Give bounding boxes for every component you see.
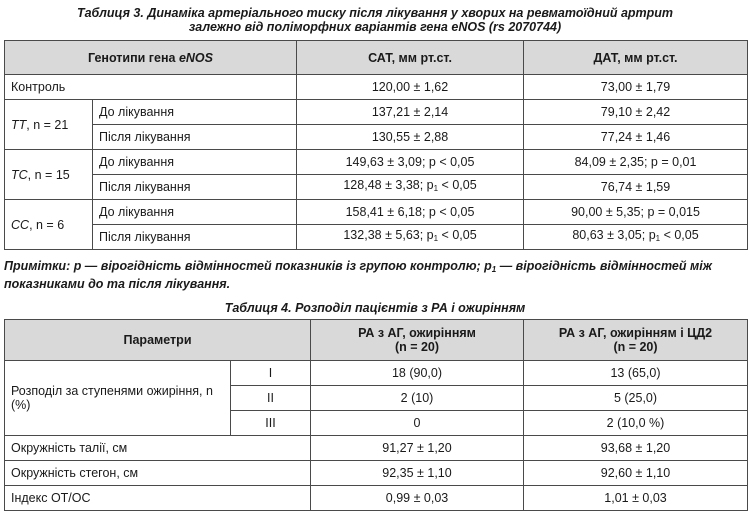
table4-header-row xyxy=(5,320,748,361)
table3-notes: Примітки: p — вірогідність відмінностей показників із групою контролю; $p_1$ — вірогідність відмінностей між показниками до та після лікування. xyxy=(4,259,712,291)
treatment-label: До лікування xyxy=(93,200,297,225)
degree-cell: III xyxy=(231,411,311,436)
treatment-label: Після лікування xyxy=(93,175,297,200)
sat-value: 128,48 ± 3,38; $p_1 < 0,05$ xyxy=(297,175,524,200)
value-a: 91,27 ± 1,20 xyxy=(311,436,524,461)
dat-value: 84,09 ± 2,35; p = 0,01 xyxy=(524,150,748,175)
sat-value: 137,21 ± 2,14 xyxy=(297,100,524,125)
dat-value: 77,24 ± 1,46 xyxy=(524,125,748,150)
table-row xyxy=(5,200,748,225)
header-params: Параметри xyxy=(5,320,311,361)
value-b: 93,68 ± 1,20 xyxy=(524,436,748,461)
table3-caption-line2: залежно від поліморфних варіантів гена eNOS (rs 2070744) xyxy=(188,20,562,34)
value-a: 18 (90,0) xyxy=(311,361,524,386)
value-b: 2 (10,0 %) xyxy=(524,411,748,436)
value-a: 0 xyxy=(311,411,524,436)
table-row xyxy=(5,75,748,100)
value-b: 5 (25,0) xyxy=(524,386,748,411)
treatment-label: Після лікування xyxy=(93,225,297,250)
sat-value: 130,55 ± 2,88 xyxy=(297,125,524,150)
treatment-label: До лікування xyxy=(93,150,297,175)
row-label: Окружність талії, см xyxy=(5,436,311,461)
sat-value: 149,63 ± 3,09; p < 0,05 xyxy=(297,150,524,175)
value-a: 2 (10) xyxy=(311,386,524,411)
distribution-label: Розподіл за ступенями ожиріння, n (%) xyxy=(5,361,231,436)
degree-cell: I xyxy=(231,361,311,386)
sat-value: 158,41 ± 6,18; p < 0,05 xyxy=(297,200,524,225)
table-row xyxy=(5,361,748,386)
table-row xyxy=(5,486,748,511)
value-b: 13 (65,0) xyxy=(524,361,748,386)
table3 xyxy=(4,40,748,250)
genotype-cell: TT, n = 21 xyxy=(5,100,93,150)
degree-cell: II xyxy=(231,386,311,411)
table4 xyxy=(4,319,748,511)
table4-caption: Таблиця 4. Розподіл пацієнтів з РА і ожирінням xyxy=(224,301,526,315)
table-row xyxy=(5,150,748,175)
value-a: 92,35 ± 1,10 xyxy=(311,461,524,486)
header-dat: ДАТ, мм рт.ст. xyxy=(524,41,748,75)
header-ra-ag: РА з АГ, ожирінням (n = 20) xyxy=(311,320,524,361)
table-row xyxy=(5,100,748,125)
value-b: 92,60 ± 1,10 xyxy=(524,461,748,486)
table3-header-row xyxy=(5,41,748,75)
table3-caption xyxy=(0,6,750,34)
table-row xyxy=(5,461,748,486)
control-dat: 73,00 ± 1,79 xyxy=(524,75,748,100)
value-b: 1,01 ± 0,03 xyxy=(524,486,748,511)
table-row xyxy=(5,175,748,200)
table-row xyxy=(5,125,748,150)
dat-value: 90,00 ± 5,35; p = 0,015 xyxy=(524,200,748,225)
header-ra-ag-cd2: РА з АГ, ожирінням і ЦД2 (n = 20) xyxy=(524,320,748,361)
table-row xyxy=(5,436,748,461)
value-a: 0,99 ± 0,03 xyxy=(311,486,524,511)
control-label: Контроль xyxy=(5,75,297,100)
dat-value: 79,10 ± 2,42 xyxy=(524,100,748,125)
row-label: Індекс ОТ/ОС xyxy=(5,486,311,511)
table3-caption-line1: Таблиця 3. Динаміка артеріального тиску після лікування у хворих на ревматоїдний артрит xyxy=(76,6,674,20)
sat-value: 132,38 ± 5,63; $p_1 < 0,05$ xyxy=(297,225,524,250)
table-row xyxy=(5,225,748,250)
genotype-cell: TC, n = 15 xyxy=(5,150,93,200)
row-label: Окружність стегон, см xyxy=(5,461,311,486)
dat-value: 76,74 ± 1,59 xyxy=(524,175,748,200)
dat-value: 80,63 ± 3,05; $p_1 < 0,05$ xyxy=(524,225,748,250)
treatment-label: До лікування xyxy=(93,100,297,125)
header-genotype: Генотипи гена eNOS xyxy=(5,41,297,75)
control-sat: 120,00 ± 1,62 xyxy=(297,75,524,100)
treatment-label: Після лікування xyxy=(93,125,297,150)
genotype-cell: CC, n = 6 xyxy=(5,200,93,250)
header-sat: САТ, мм рт.ст. xyxy=(297,41,524,75)
